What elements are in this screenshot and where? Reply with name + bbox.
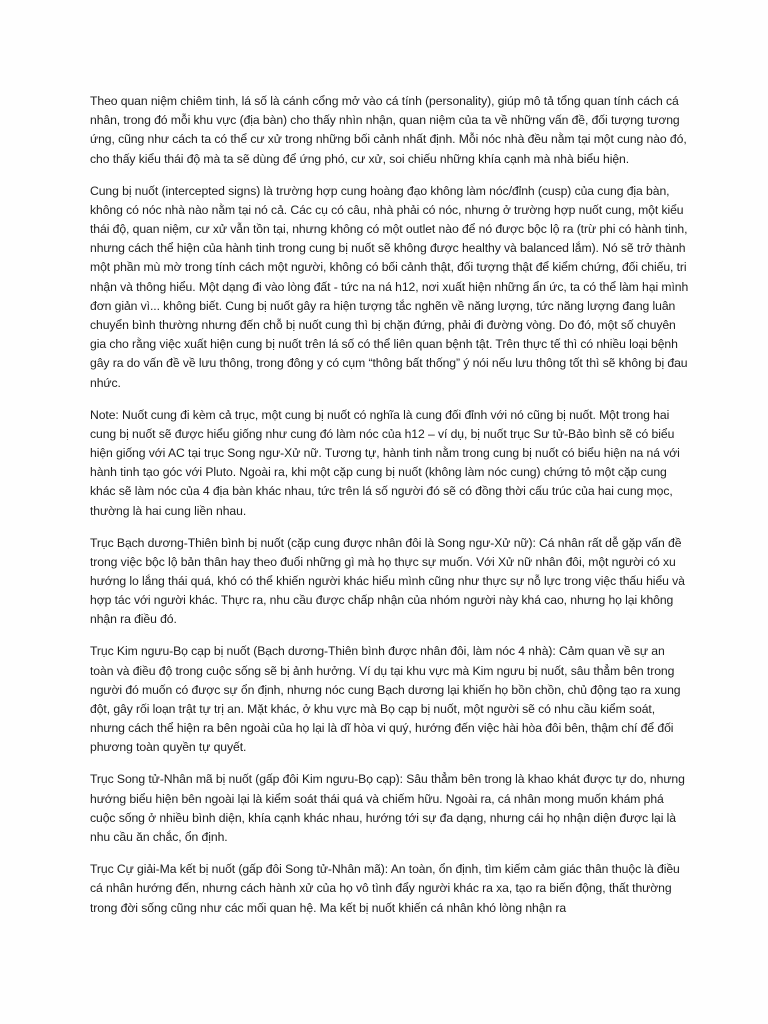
paragraph-gemini-sagittarius: Trục Song tử-Nhân mã bị nuốt (gấp đôi Kim ngưu-Bọ cạp): Sâu thẳm bên trong là khao khát được tự do, nhưng hướng biểu hiện bên ngoài lại là kiểm soát thái quá và chiếm hữu. Ngoài ra, cá nhân mong muốn khám phá cuộc sống ở nhiều bình diện, khía cạnh khác nhau, hướng tới sự đa dạng, nhưng cái họ nhận diện được lại là nhu cầu ăn chắc, ổn định. — [90, 772, 685, 845]
paragraph-intercepted-signs: Cung bị nuốt (intercepted signs) là trường hợp cung hoàng đạo không làm nóc/đỉnh (cusp) của cung địa bàn, không có nóc nhà nào nằm tại nó cả. Các cụ có câu, nhà phải có nóc, nhưng ở trường hợp nuốt cung, một kiểu thái độ, quan niệm, cư xử vẫn tồn tại, nhưng không có một outlet nào để nó được bộc lộ ra (trừ phi có hành tinh, nhưng cách thể hiện của hành tinh trong cung bị nuốt sẽ không được healthy và balanced lắm). Nó sẽ trở thành một phần mù mờ trong tính cách một người, không có bối cảnh thật, đối tượng thật để kiểm chứng, đối chiếu, tri nhận và thông hiểu. Một dạng đi vào lòng đất - tức na ná h12, nơi xuất hiện những ẩn ức, ta có thể làm hại mình đơn giản vì... không biết. Cung bị nuốt gây ra hiện tượng tắc nghẽn về năng lượng, tức năng lượng đang luân chuyển bình thường nhưng đến chỗ bị nuốt cung thì bị chặn đứng, phải đi đường vòng. Do đó, một số chuyên gia cho rằng việc xuất hiện cung bị nuốt trên lá số có thể liên quan bệnh tật. Trên thực tế thì có nhiều loại bệnh gây ra do vấn đề về lưu thông, trong đông y có cụm “thông bất thống” ý nói nếu lưu thông tốt thì sẽ không bị đau nhức. — [90, 183, 689, 390]
paragraph-taurus-scorpio: Trục Kim ngưu-Bọ cạp bị nuốt (Bạch dương-Thiên bình được nhân đôi, làm nóc 4 nhà): Cảm quan về sự an toàn và điều độ trong cuộc sống sẽ bị ảnh hưởng. Ví dụ tại khu vực mà Kim ngưu bị nuốt, sâu thẳm bên trong người đó muốn có được sự ổn định, nhưng nóc cung Bạch dương lại khiến họ bồn chồn, chủ động tạo ra xung đột, gây rối loạn trật tự trị an. Mặt khác, ở khu vực mà Bọ cạp bị nuốt, một người sẽ có nhu cầu kiểm soát, nhưng cách thể hiện ra bên ngoài của họ lại là dĩ hòa vi quý, hướng đến việc hài hòa đôi bên, thậm chí để đối phương toàn quyền tự quyết. — [90, 644, 681, 755]
paragraph-aries-libra: Trục Bạch dương-Thiên bình bị nuốt (cặp cung được nhân đôi là Song ngư-Xử nữ): Cá nhân rất dễ gặp vấn đề trong việc bộc lộ bản thân hay theo đuổi những gì mà họ thực sự muốn. Với Xử nữ nhân đôi, một người có xu hướng lo lắng thái quá, khó có thể khiến người khác hiểu mình cũng như thực sự nỗ lực trong việc thấu hiểu và hợp tác với người khác. Thực ra, nhu cầu được chấp nhận của nhóm người này khá cao, nhưng họ lại không nhận ra điều đó. — [90, 535, 685, 627]
document-body — [90, 92, 690, 931]
paragraph-intro: Theo quan niệm chiêm tinh, lá số là cánh cổng mở vào cá tính (personality), giúp mô tả tổng quan tính cách cá nhân, trong đó mỗi khu vực (địa bàn) cho thấy nhìn nhận, quan niệm của ta về những vấn đề, đối tượng tương ứng, cũng như cách ta có thể cư xử trong những bối cảnh nhất định. Mỗi nóc nhà đều nằm tại một cung nào đó, cho thấy kiểu thái độ mà ta sẽ dùng để ứng phó, cư xử, soi chiếu những khía cạnh mà nhà biểu hiện. — [90, 94, 687, 166]
paragraph-note: Note: Nuốt cung đi kèm cả trục, một cung bị nuốt có nghĩa là cung đối đỉnh với nó cũng bị nuốt. Một trong hai cung bị nuốt sẽ được hiểu giống như cung đó làm nóc của h12 – ví dụ, bị nuốt trục Sư tử-Bảo bình sẽ có biểu hiện giống với AC tại trục Song ngư-Xử nữ. Tương tự, hành tinh nằm trong cung bị nuốt có biểu hiện na ná với hành tinh tạo góc với Pluto. Ngoài ra, khi một cặp cung bị nuốt (không làm nóc cung) chứng tỏ một cặp cung khác sẽ làm nóc của 4 địa bàn khác nhau, tức trên lá số người đó sẽ có đồng thời cấu trúc của hai cung mọc, thường là hai cung liền nhau. — [90, 407, 680, 518]
paragraph-cancer-capricorn: Trục Cự giải-Ma kết bị nuốt (gấp đôi Song tử-Nhân mã): An toàn, ổn định, tìm kiếm cảm giác thân thuộc là điều cá nhân hướng đến, nhưng cách hành xử của họ vô tình đẩy người khác ra xa, tạo ra biến động, thất thường trong đời sống cũng như các mối quan hệ. Ma kết bị nuốt khiến cá nhân khó lòng nhận ra — [90, 862, 680, 915]
